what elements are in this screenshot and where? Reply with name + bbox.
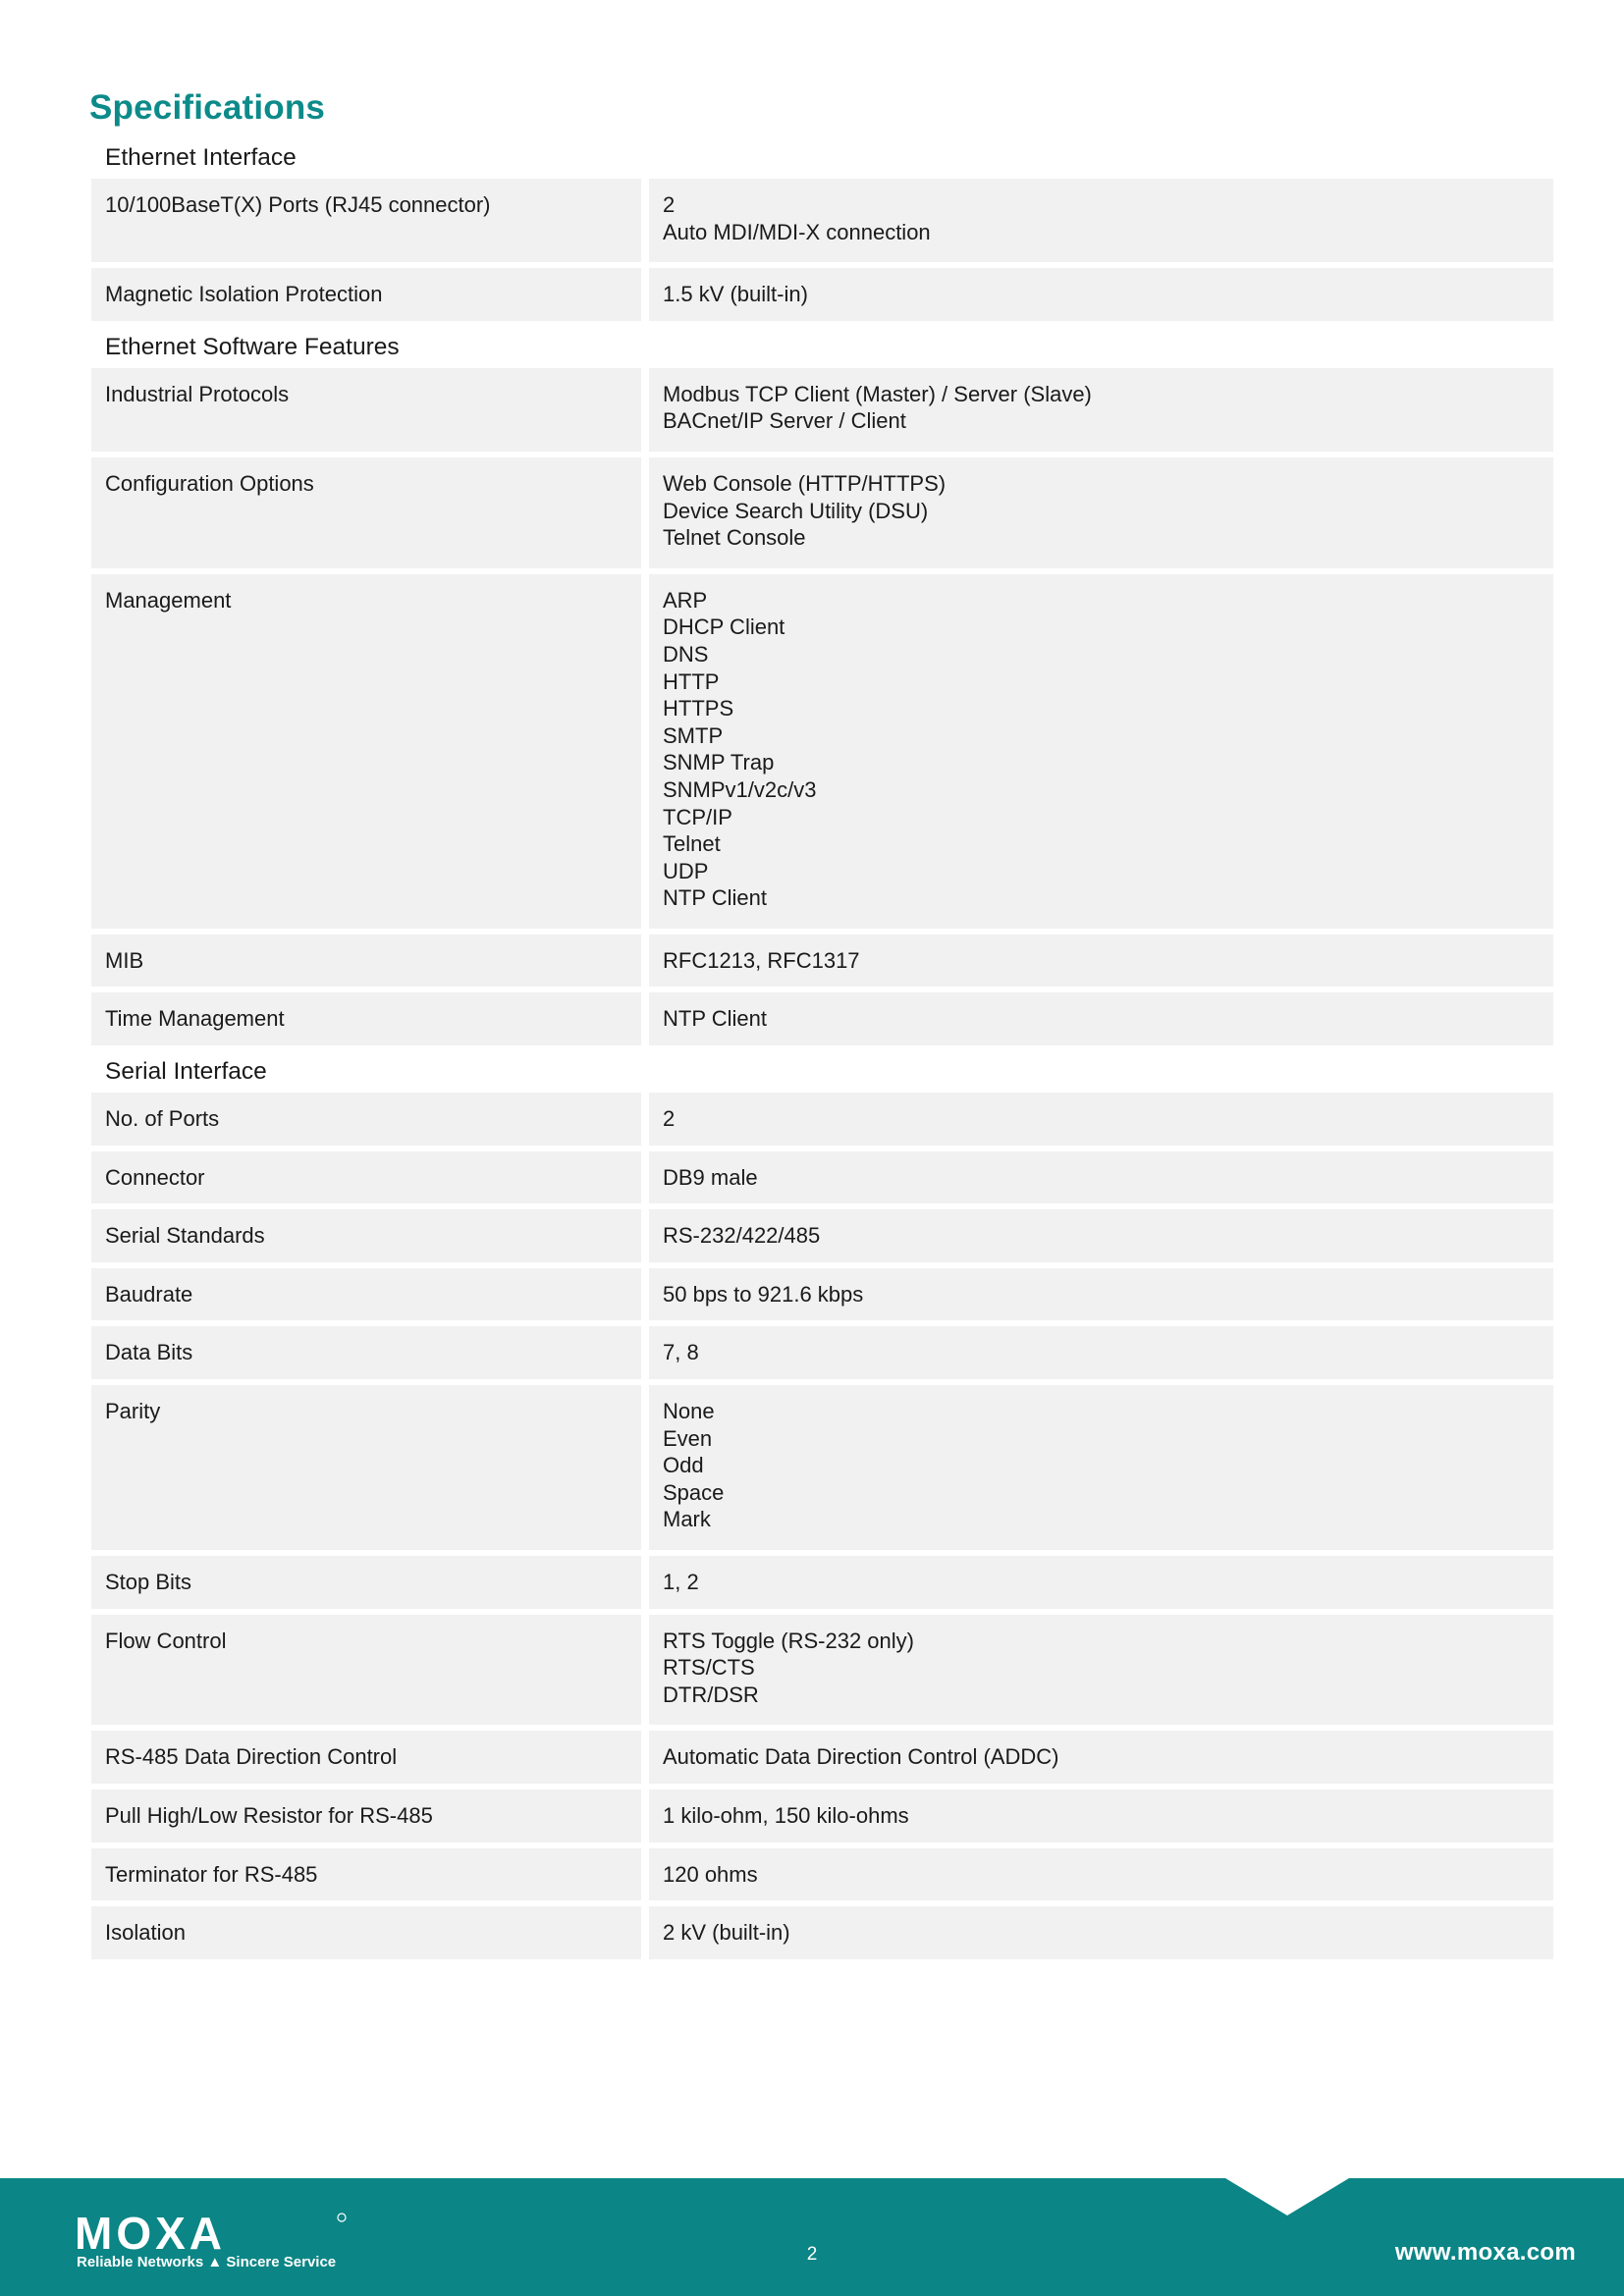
spec-row	[91, 1093, 1553, 1146]
spec-label: Configuration Options	[91, 457, 641, 568]
spec-value	[649, 934, 1553, 988]
page-footer	[0, 2178, 1624, 2296]
spec-value-line: None	[663, 1399, 715, 1424]
spec-label: RS-485 Data Direction Control	[91, 1731, 641, 1784]
spec-value-line: Even	[663, 1425, 713, 1451]
section-heading: Ethernet Interface	[105, 144, 297, 171]
spec-label: Isolation	[91, 1906, 641, 1959]
spec-value-line: 7, 8	[663, 1340, 699, 1365]
spec-label: No. of Ports	[91, 1093, 641, 1146]
spec-value-line: DHCP Client	[663, 614, 785, 640]
section-heading: Ethernet Software Features	[105, 333, 400, 360]
spec-value-line: UDP	[663, 858, 709, 883]
spec-label: Management	[91, 574, 641, 929]
spec-value	[649, 179, 1553, 262]
spec-value-line: NTP Client	[663, 885, 767, 911]
spec-value-line: 2 kV (built-in)	[663, 1920, 790, 1946]
spec-value-line: Modbus TCP Client (Master) / Server (Slave)	[663, 381, 1092, 406]
moxa-logo-text: MOXA	[75, 2212, 226, 2253]
spec-value-line: 2	[663, 192, 676, 217]
spec-row	[91, 179, 1553, 262]
section-heading: Serial Interface	[105, 1058, 267, 1086]
spec-label: Serial Standards	[91, 1209, 641, 1262]
spec-value-line: 1.5 kV (built-in)	[663, 282, 808, 307]
spec-value-line: DB9 male	[663, 1164, 758, 1190]
website-link[interactable]: www.moxa.com	[1394, 2239, 1576, 2266]
spec-label: Industrial Protocols	[91, 368, 641, 452]
spec-value	[649, 1556, 1553, 1609]
specifications-table	[91, 137, 1553, 1965]
spec-label: Stop Bits	[91, 1556, 641, 1609]
spec-value-line: 2	[663, 1106, 676, 1132]
spec-label: Magnetic Isolation Protection	[91, 268, 641, 321]
spec-value	[649, 1385, 1553, 1550]
spec-value-line: HTTP	[663, 668, 720, 694]
spec-value-line: Telnet	[663, 831, 721, 857]
spec-value-line: 50 bps to 921.6 kbps	[663, 1281, 864, 1307]
moxa-logo	[75, 2212, 350, 2253]
spec-row	[91, 268, 1553, 321]
spec-value	[649, 1731, 1553, 1784]
spec-value-line: SNMPv1/v2c/v3	[663, 776, 817, 802]
spec-value	[649, 1789, 1553, 1842]
spec-row	[91, 1268, 1553, 1321]
spec-value	[649, 268, 1553, 321]
spec-value-line: NTP Client	[663, 1006, 767, 1032]
spec-value-line: 120 ohms	[663, 1861, 758, 1887]
page-title: Specifications	[89, 88, 326, 127]
spec-value	[649, 1848, 1553, 1901]
spec-value	[649, 368, 1553, 452]
spec-row	[91, 1556, 1553, 1609]
spec-value-line: Space	[663, 1479, 725, 1505]
spec-value	[649, 1326, 1553, 1379]
spec-label: Data Bits	[91, 1326, 641, 1379]
spec-value-line: 1, 2	[663, 1570, 699, 1594]
spec-value	[649, 1268, 1553, 1321]
spec-value-line: Mark	[663, 1507, 711, 1532]
spec-value	[649, 457, 1553, 568]
spec-row	[91, 1326, 1553, 1379]
spec-value	[649, 1906, 1553, 1959]
spec-row	[91, 1906, 1553, 1959]
spec-row	[91, 1151, 1553, 1204]
spec-value	[649, 574, 1553, 929]
spec-value	[649, 992, 1553, 1045]
spec-value-line: TCP/IP	[663, 804, 732, 829]
spec-row	[91, 1385, 1553, 1550]
spec-value-line: HTTPS	[663, 696, 734, 721]
spec-value-line: Device Search Utility (DSU)	[663, 498, 929, 523]
spec-label: 10/100BaseT(X) Ports (RJ45 connector)	[91, 179, 641, 262]
spec-label: Connector	[91, 1151, 641, 1204]
spec-label: Pull High/Low Resistor for RS-485	[91, 1789, 641, 1842]
spec-value-line: Auto MDI/MDI-X connection	[663, 219, 931, 244]
spec-value-line: RS-232/422/485	[663, 1223, 821, 1249]
spec-row	[91, 1789, 1553, 1842]
spec-value	[649, 1093, 1553, 1146]
spec-value	[649, 1209, 1553, 1262]
spec-value-line: DTR/DSR	[663, 1682, 759, 1707]
spec-row	[91, 368, 1553, 452]
spec-row	[91, 457, 1553, 568]
spec-value-line: RTS/CTS	[663, 1655, 755, 1681]
spec-value-line: SMTP	[663, 722, 724, 748]
spec-value-line: BACnet/IP Server / Client	[663, 408, 906, 434]
page-number: 2	[806, 2244, 818, 2265]
spec-label: Terminator for RS-485	[91, 1848, 641, 1901]
spec-label: Flow Control	[91, 1615, 641, 1726]
spec-row	[91, 1731, 1553, 1784]
spec-value-line: Odd	[663, 1453, 704, 1478]
spec-value-line: RFC1213, RFC1317	[663, 947, 860, 973]
spec-value-line: DNS	[663, 641, 709, 667]
spec-label: Parity	[91, 1385, 641, 1550]
footer-tagline: Reliable Networks ▲ Sincere Service	[77, 2254, 337, 2270]
spec-row	[91, 1848, 1553, 1901]
spec-row	[91, 574, 1553, 929]
spec-value-line: Telnet Console	[663, 525, 806, 551]
spec-row	[91, 1615, 1553, 1726]
spec-row	[91, 934, 1553, 988]
spec-value-line: SNMP Trap	[663, 750, 775, 775]
spec-value-line: 1 kilo-ohm, 150 kilo-ohms	[663, 1802, 909, 1828]
spec-row	[91, 1209, 1553, 1262]
spec-value-line: Automatic Data Direction Control (ADDC)	[663, 1744, 1059, 1770]
spec-label: Time Management	[91, 992, 641, 1045]
spec-label: MIB	[91, 934, 641, 988]
spec-value	[649, 1615, 1553, 1726]
spec-value-line: ARP	[663, 587, 708, 613]
spec-value-line: Web Console (HTTP/HTTPS)	[663, 470, 947, 496]
spec-label: Baudrate	[91, 1268, 641, 1321]
spec-row	[91, 992, 1553, 1045]
spec-value-line: RTS Toggle (RS-232 only)	[663, 1628, 914, 1653]
spec-value	[649, 1151, 1553, 1204]
